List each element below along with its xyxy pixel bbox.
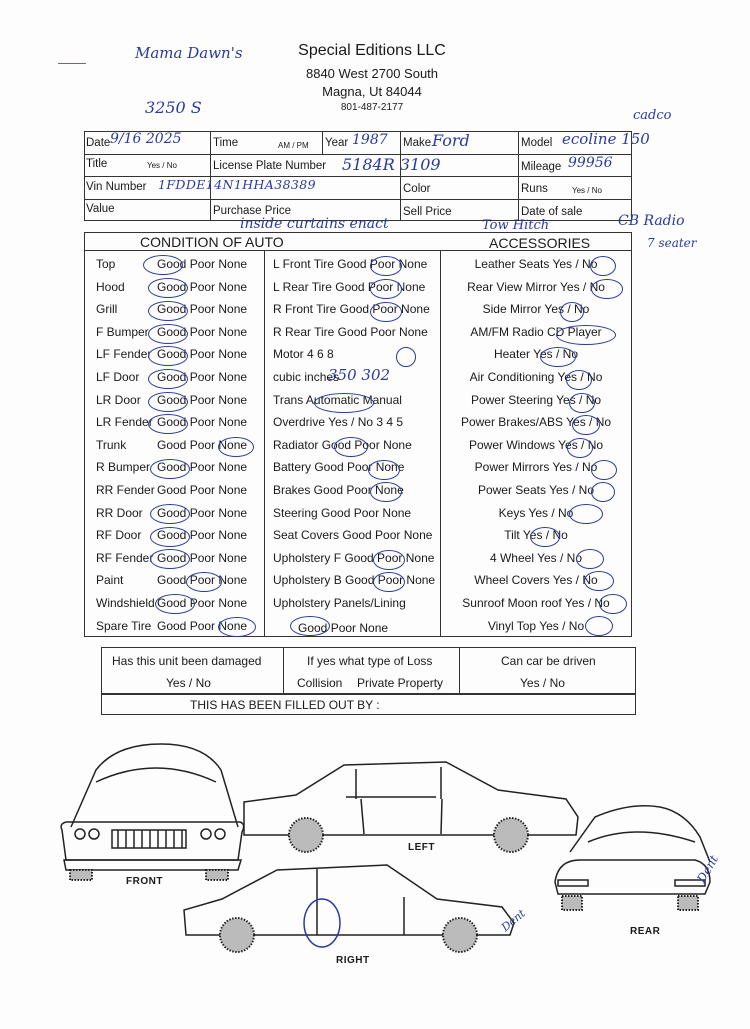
mark-uphf-poor	[373, 550, 405, 570]
mark-pb-yes	[572, 415, 600, 435]
mechanical-row[interactable]: R Front Tire Good Poor None	[273, 302, 430, 317]
value-label: Value	[86, 203, 115, 215]
street-number-note: 3250 S	[145, 98, 202, 117]
make-note: cadco	[633, 108, 672, 123]
mark-pm-no	[591, 460, 617, 480]
mark-rfdoor-good	[150, 527, 190, 547]
accessory-row[interactable]: Keys Yes / No	[498, 505, 574, 520]
model-value[interactable]: ecoline 150	[562, 130, 650, 148]
color-label: Color	[403, 183, 431, 195]
condition-row-options[interactable]: Good Poor None	[157, 460, 248, 475]
condition-row-options[interactable]: Good Poor None	[157, 550, 248, 565]
vin-value[interactable]: 1FDDE14N1HHA38389	[158, 177, 316, 192]
company-name: Special Editions LLC	[298, 42, 446, 59]
mechanical-row[interactable]: Trans Automatic Manual	[273, 392, 402, 407]
condition-row-label: LF Fender	[96, 347, 152, 362]
damaged-question: Has this unit been damaged	[112, 654, 262, 668]
condition-row-options[interactable]: Good Poor None	[157, 437, 248, 452]
mark-trans-auto	[314, 393, 374, 413]
accessory-row[interactable]: Wheel Covers Yes / No	[474, 573, 598, 588]
condition-row-label: R Bumper	[96, 460, 151, 475]
condition-row-label: LR Fender	[96, 415, 153, 430]
condition-title: CONDITION OF AUTO	[140, 234, 284, 250]
accessory-row[interactable]: Rear View Mirror Yes / No	[467, 279, 605, 294]
loss-private-property[interactable]: Private Property	[357, 676, 444, 690]
mechanical-row[interactable]: Radiator Good Poor None	[273, 437, 412, 452]
condition-row-label: LF Door	[96, 370, 140, 384]
vin-label: Vin Number	[86, 181, 147, 193]
condition-row-label: RR Fender	[96, 483, 155, 497]
accessory-row[interactable]: Power Mirrors Yes / No	[474, 460, 598, 475]
condition-row-label: F Bumper	[96, 324, 149, 339]
right-car-diagram	[172, 855, 522, 955]
mark-grill-good	[148, 301, 188, 321]
company-phone: 801-487-2177	[340, 102, 404, 113]
accessory-row[interactable]: Sunroof Moon roof Yes / No	[462, 596, 610, 610]
accessory-row[interactable]: 4 Wheel Yes / No	[489, 550, 583, 565]
condition-row-options[interactable]: Good Poor None	[157, 483, 248, 497]
make-label: Make	[403, 137, 432, 149]
mechanical-row[interactable]: Steering Good Poor None	[273, 505, 412, 520]
date-value[interactable]: 9/16 2025	[110, 131, 182, 147]
condition-row-label: LR Door	[96, 392, 141, 407]
cb-note: CB Radio	[618, 213, 685, 229]
condition-row-label: Paint	[96, 573, 124, 588]
mark-pw-yes	[567, 438, 593, 458]
year-label: Year	[325, 137, 349, 149]
condition-row-label: Top	[96, 257, 116, 271]
condition-row-label: Windshield	[96, 596, 155, 610]
dealer-note: Mama Dawn's	[135, 44, 243, 62]
mark-rbumper-good	[150, 459, 190, 479]
accessory-row[interactable]: Power Seats Yes / No	[477, 483, 595, 497]
condition-row-label: Grill	[96, 302, 118, 317]
plate-label: License Plate Number	[213, 160, 327, 172]
mark-lrt-poor	[370, 279, 402, 299]
pen-mark	[58, 63, 86, 64]
date-label: Date	[86, 137, 111, 149]
mark-ps-yes	[569, 393, 595, 413]
purchase-label: Purchase Price	[213, 205, 291, 217]
accessory-row[interactable]: Leather Seats Yes / No	[474, 257, 598, 271]
mechanical-row[interactable]: R Rear Tire Good Poor None	[273, 324, 428, 339]
make-value[interactable]: Ford	[432, 131, 470, 150]
mark-battery-poor	[368, 460, 400, 480]
mark-side-yes	[560, 302, 584, 322]
mark-radiator-good	[334, 437, 368, 457]
mark-cd-player	[556, 325, 616, 345]
title-label: Title	[86, 158, 108, 170]
condition-row-options[interactable]: Good Poor None	[157, 415, 248, 430]
condition-row-options[interactable]: Good Poor None	[157, 573, 248, 588]
rear-dent-mark: Dent	[694, 852, 722, 886]
time-label: Time	[213, 137, 239, 149]
front-label: FRONT	[126, 876, 163, 887]
condition-row-options[interactable]: Good Poor None	[157, 279, 248, 294]
mark-top-good	[143, 255, 183, 275]
mark-ac-yes	[566, 370, 592, 390]
accessory-row[interactable]: Power Brakes/ABS Yes / No	[460, 415, 612, 430]
rear-car-diagram	[550, 802, 715, 922]
loss-collision[interactable]: Collision	[297, 676, 343, 690]
mark-4wheel-no	[576, 549, 604, 569]
am-pm[interactable]: AM / PM	[278, 141, 309, 150]
condition-row-label: RR Door	[96, 505, 143, 520]
driven-question: Can car be driven	[501, 654, 596, 668]
mark-paint-poor	[186, 572, 222, 592]
accessory-row[interactable]: AM/FM Radio CD Player	[470, 324, 602, 339]
condition-row-options[interactable]: Good Poor None	[157, 347, 248, 362]
accessory-row[interactable]: Tilt Yes / No	[504, 528, 568, 543]
model-label: Model	[521, 137, 553, 149]
mechanical-row[interactable]: Battery Good Poor None	[273, 460, 405, 475]
company-address1: 8840 West 2700 South	[305, 66, 439, 81]
mechanical-row[interactable]: L Front Tire Good Poor None	[273, 257, 428, 271]
mark-pseats-no	[591, 482, 615, 502]
mark-panels-good	[290, 616, 330, 636]
condition-row-options[interactable]: Good Poor None	[157, 392, 248, 407]
condition-row-label: RF Door	[96, 528, 142, 543]
mark-rffender-good	[150, 549, 190, 569]
inside-note: inside curtains enact	[240, 216, 389, 232]
mark-hood-good	[148, 278, 188, 298]
mark-sunroof-no	[599, 594, 627, 614]
condition-row-options[interactable]: Good Poor None	[157, 618, 248, 633]
mileage-label: Mileage	[521, 161, 562, 173]
tow-note: Tow Hitch	[482, 218, 550, 233]
mark-brakes-poor	[370, 482, 402, 502]
condition-row-options[interactable]: Good Poor None	[157, 302, 248, 317]
year-value[interactable]: 1987	[352, 132, 388, 148]
condition-row-options[interactable]: Good Poor None	[157, 324, 248, 339]
mechanical-row[interactable]: Motor 4 6 8	[273, 347, 334, 362]
title-yesno[interactable]: Yes / No	[147, 161, 177, 170]
sell-label: Sell Price	[403, 206, 452, 218]
mechanical-row[interactable]: cubic inches	[273, 370, 340, 384]
mark-heater-yes	[540, 347, 576, 367]
mark-lrfender-good	[148, 414, 188, 434]
runs-yesno[interactable]: Yes / No	[572, 186, 602, 195]
mark-windshield-good	[155, 594, 195, 614]
runs-label: Runs	[521, 183, 548, 195]
accessory-row[interactable]: Side Mirror Yes / No	[482, 302, 590, 317]
seats-note: 7 seater	[647, 236, 697, 250]
mark-trunk-none	[218, 437, 254, 457]
mechanical-row[interactable]: Upholstery Panels/Lining	[273, 596, 406, 610]
company-address2: Magna, Ut 84044	[322, 84, 422, 99]
condition-row-label: RF Fender	[96, 550, 154, 565]
mechanical-row[interactable]: Overdrive Yes / No 3 4 5	[273, 415, 404, 430]
mileage-value[interactable]: 99956	[568, 155, 613, 171]
mark-mirror-no	[591, 279, 623, 299]
mark-lfdoor-good	[148, 369, 188, 389]
accessory-row[interactable]: Air Conditioning Yes / No	[469, 370, 603, 384]
mechanical-row[interactable]: Brakes Good Poor None	[273, 483, 404, 497]
filled-by-label: THIS HAS BEEN FILLED OUT BY :	[190, 698, 380, 712]
mark-wheelcovers-no	[584, 571, 614, 591]
mark-keys-no	[569, 504, 603, 524]
mark-spare-none	[218, 617, 256, 637]
mark-lft-poor	[370, 256, 402, 276]
mechanical-row[interactable]: Seat Covers Good Poor None	[273, 528, 433, 543]
mark-leather-no	[590, 256, 616, 276]
mark-vinyl-no	[585, 616, 613, 636]
mechanical-row[interactable]: Upholstery F Good Poor None	[273, 550, 435, 565]
condition-row-options[interactable]: Good Poor None	[157, 505, 248, 520]
mechanical-row[interactable]: Upholstery B Good Poor None	[273, 573, 436, 588]
mechanical-row[interactable]: Good Poor None	[298, 620, 389, 635]
rear-label: REAR	[630, 926, 661, 937]
driven-yesno[interactable]: Yes / No	[520, 676, 565, 690]
left-label: LEFT	[408, 842, 435, 853]
accessories-title: ACCESSORIES	[489, 235, 591, 251]
condition-row-label: Hood	[96, 279, 125, 294]
condition-row-options[interactable]: Good Poor None	[157, 257, 248, 271]
mark-fbumper-good	[148, 324, 188, 344]
mark-rrdoor-good	[150, 504, 190, 524]
mark-tilt-yes	[530, 527, 560, 547]
mechanical-row[interactable]: L Rear Tire Good Poor None	[273, 279, 426, 294]
condition-row-label: Trunk	[96, 437, 127, 452]
condition-row-label: Spare Tire	[96, 618, 152, 633]
cubic-inches-value[interactable]: 350 302	[328, 366, 391, 384]
condition-row-options[interactable]: Good Poor None	[157, 528, 248, 543]
accessory-row[interactable]: Power Steering Yes / No	[470, 392, 602, 407]
date-of-sale-label: Date of sale	[521, 206, 583, 218]
mark-rft-poor	[370, 302, 402, 322]
mark-motor-8	[396, 347, 416, 367]
condition-row-options[interactable]: Good Poor None	[157, 596, 248, 610]
mark-lffender-good	[148, 346, 188, 366]
damaged-yesno[interactable]: Yes / No	[166, 676, 211, 690]
right-label: RIGHT	[336, 955, 370, 966]
accessory-row[interactable]: Heater Yes / No	[493, 347, 579, 362]
mark-lrdoor-good	[148, 392, 188, 412]
accessory-row[interactable]: Power Windows Yes / No	[468, 437, 604, 452]
right-dent-mark: Dent	[498, 906, 528, 935]
accessory-row[interactable]: Vinyl Top Yes / No	[487, 618, 585, 633]
plate-value[interactable]: 5184R 3109	[342, 155, 441, 174]
condition-row-options[interactable]: Good Poor None	[157, 370, 248, 384]
mark-uphb-poor	[373, 572, 405, 592]
loss-question: If yes what type of Loss	[307, 654, 433, 668]
